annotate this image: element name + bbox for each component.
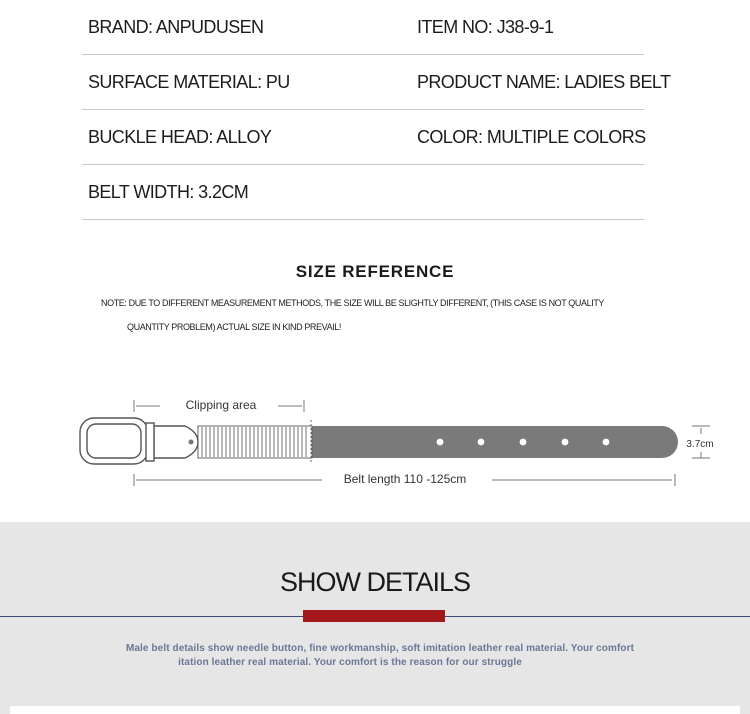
show-details-section: [0, 522, 750, 714]
belt-diagram: [0, 390, 750, 500]
buckle-icon: [80, 418, 198, 464]
belt-clip-ribs: [202, 427, 306, 457]
show-details-title: SHOW DETAILS: [279, 567, 471, 597]
size-note-line2: QUANTITY PROBLEM) ACTUAL SIZE IN KIND PREVAIL!: [127, 322, 341, 332]
belt-width-label: 3.7cm: [686, 439, 714, 450]
spec-surface-material: SURFACE MATERIAL: PU: [88, 72, 290, 92]
details-bottom-panel: [10, 706, 740, 714]
spec-row: [82, 0, 644, 55]
details-text-line1: Male belt details show needle button, fine workmanship, soft imitation leather real material. Your comfort: [125, 643, 635, 654]
spec-table: [82, 0, 671, 220]
spec-row: [82, 110, 644, 165]
details-text-line2: itation leather real material. Your comfort is the reason for our struggle: [178, 657, 522, 668]
belt-clip-section: [198, 426, 312, 458]
spec-color: COLOR: MULTIPLE COLORS: [417, 127, 646, 147]
spec-brand: BRAND: ANPUDUSEN: [88, 17, 264, 37]
spec-product-name: PRODUCT NAME: LADIES BELT: [417, 72, 671, 92]
spec-row: [82, 165, 644, 220]
size-reference-title: SIZE REFERENCE: [295, 262, 455, 281]
spec-belt-width: BELT WIDTH: 3.2CM: [88, 182, 249, 202]
spec-item-no: ITEM NO: J38-9-1: [417, 17, 554, 37]
spec-buckle-head: BUCKLE HEAD: ALLOY: [88, 127, 272, 147]
spec-row: [82, 55, 671, 110]
size-note-line1: NOTE: DUE TO DIFFERENT MEASUREMENT METHODS, THE SIZE WILL BE SLIGHTLY DIFFERENT, (THIS CASE IS NOT QUALITY: [101, 298, 605, 308]
belt-strap: [312, 426, 678, 458]
belt-length-label: Belt length 110 -125cm: [343, 472, 467, 486]
details-accent-bar: [303, 610, 445, 622]
clipping-area-label: Clipping area: [185, 398, 257, 412]
